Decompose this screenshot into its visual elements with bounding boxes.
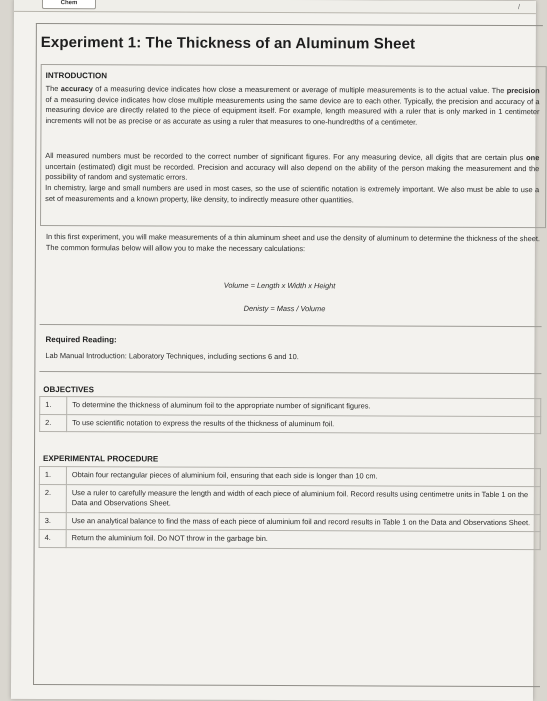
- text-segment: of a measuring device indicates how close a measurement or average of multiple measurements is to the actual value. The: [92, 84, 507, 96]
- content-frame: [33, 23, 543, 687]
- procedure-list: [39, 466, 541, 550]
- list-item: [39, 484, 540, 514]
- objectives-heading: OBJECTIVES: [43, 384, 95, 395]
- list-item: [39, 512, 540, 532]
- procedure-number: 1.: [39, 466, 66, 484]
- procedure-text: Use an analytical balance to find the mass of each piece of aluminium foil and record results in Table 1 on the Data and Observations Sheet.: [66, 512, 540, 532]
- introduction-box: [40, 64, 547, 228]
- objective-number: 1.: [40, 396, 67, 414]
- text-segment: All measured numbers must be recorded to the correct number of significant figures. For any measuring device, all digits that are certain plus: [45, 150, 527, 163]
- accuracy-term: accuracy: [60, 84, 93, 94]
- volume-formula: Volume = Length x Width x Height: [223, 280, 336, 291]
- precision-term: precision: [506, 86, 540, 96]
- text-segment: The: [45, 83, 61, 94]
- document-page: [11, 0, 540, 701]
- first-experiment-paragraph: In this first experiment, you will make measurements of a thin aluminum sheet and use the density of aluminum to determine the thickness of the sheet. The common formulas below will allow you to make the necessary calculations:: [45, 232, 540, 253]
- objectives-list: [39, 396, 541, 434]
- header-tab: Chem: [42, 0, 96, 9]
- procedure-text: Return the aluminium foil. Do NOT throw in the garbage bin.: [66, 530, 540, 550]
- introduction-paragraph-1: [45, 84, 539, 128]
- introduction-paragraph-3: In chemistry, large and small numbers are used in most cases, so the use of scientific notation is extremely important. We also must be able to use a set of measurements and a known property, like density, to indirectly measure other quantities.: [45, 182, 540, 204]
- divider: [40, 324, 542, 327]
- procedure-number: 3.: [39, 512, 66, 530]
- procedure-number: 4.: [39, 529, 66, 547]
- objective-text: To use scientific notation to express the results of the thickness of aluminum foil.: [67, 414, 541, 434]
- list-item: [39, 466, 540, 486]
- list-item: [40, 396, 541, 416]
- required-reading-heading: Required Reading:: [45, 335, 117, 345]
- text-segment: of a measuring device indicates how close multiple measurements using the same device are to each other. Typically, the precision and accuracy of a measuring device are directly related to the piece of equipment itself. For example, length measured with a ruler that is only marked in 1 centimeter increments will not be as precise or as accurate as using a ruler that measures to one-hundredths of a centimeter.: [45, 94, 540, 127]
- one-term: one: [526, 153, 540, 163]
- divider: [39, 371, 541, 374]
- density-formula: Denisty = Mass / Volume: [243, 303, 326, 314]
- introduction-heading: INTRODUCTION: [45, 71, 108, 81]
- procedure-heading: EXPERIMENTAL PROCEDURE: [42, 453, 159, 464]
- objective-text: To determine the thickness of aluminum foil to the appropriate number of significant figures.: [67, 397, 541, 417]
- procedure-text: Obtain four rectangular pieces of aluminium foil, ensuring that each side is longer than 10 cm.: [66, 467, 540, 487]
- required-reading-text: Lab Manual Introduction: Laboratory Techniques, including sections 6 and 10.: [45, 351, 299, 362]
- text-segment: uncertain (estimated) digit must be recorded. Precision and accuracy will also depend on the ability of the person making the measurement and the possibility of random and systematic errors.: [45, 161, 540, 182]
- objective-number: 2.: [40, 414, 67, 432]
- corner-mark: /: [518, 4, 520, 12]
- procedure-text: Use a ruler to carefully measure the length and width of each piece of aluminium foil. Record results using centimetre units in Table 1 on the Data and Observations Sheet.: [66, 484, 540, 514]
- list-item: [40, 414, 541, 434]
- procedure-number: 2.: [39, 484, 66, 512]
- introduction-paragraph-2: [45, 151, 539, 185]
- list-item: [39, 529, 540, 549]
- page-title: Experiment 1: The Thickness of an Aluminum Sheet: [40, 33, 416, 53]
